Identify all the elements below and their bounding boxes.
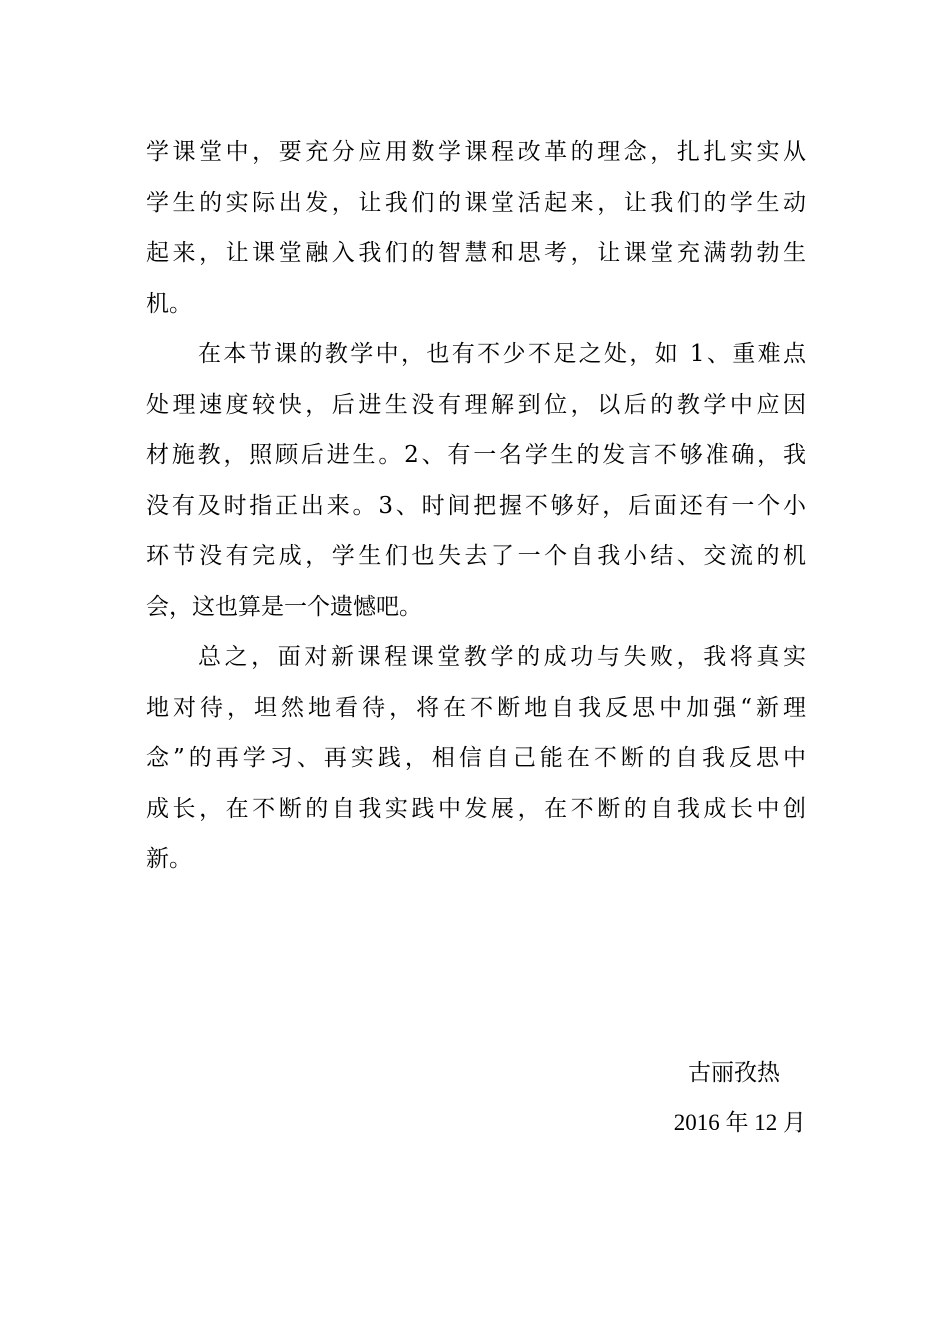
paragraph-3-line-2: 地对待，坦然地看待，将在不断地自我反思中加强“新理 [146, 694, 806, 721]
body-text [146, 127, 806, 885]
paragraph-2-line-3: 材施教，照顾后进生。2、有一名学生的发言不够准确，我 [146, 442, 806, 468]
paragraph-1-line-2: 学生的实际出发，让我们的课堂活起来，让我们的学生动 [146, 189, 806, 216]
paragraph-1-line-3: 起来，让课堂融入我们的智慧和思考，让课堂充满勃勃生 [146, 240, 806, 266]
paragraph-3-line-3: 念”的再学习、再实践，相信自己能在不断的自我反思中 [146, 745, 806, 771]
paragraph-2-line-2: 处理速度较快，后进生没有理解到位，以后的教学中应因 [146, 391, 806, 418]
paragraph-1-line-4: 机。 [146, 290, 192, 317]
paragraph-2-line-6: 会，这也算是一个遗憾吧。 [146, 593, 422, 620]
paragraph-3-line-5: 新。 [146, 846, 192, 872]
signature-block [674, 1050, 806, 1146]
paragraph-1-line-1: 学课堂中，要充分应用数学课程改革的理念，扎扎实实从 [146, 139, 806, 165]
signature-date: 2016 年 12 月 [673, 1110, 806, 1135]
paragraph-2-line-4: 没有及时指正出来。3、时间把握不够好，后面还有一个小 [146, 492, 806, 519]
paragraph-2-line-1: 在本节课的教学中，也有不少不足之处，如 1、重难点 [198, 341, 806, 367]
signature-name: 古丽孜热 [688, 1060, 780, 1085]
paragraph-3-line-1: 总之，面对新课程课堂教学的成功与失败，我将真实 [198, 644, 806, 670]
paragraph-2-line-5: 环节没有完成，学生们也失去了一个自我小结、交流的机 [146, 543, 806, 569]
paragraph-3-line-4: 成长，在不断的自我实践中发展，在不断的自我成长中创 [146, 795, 806, 822]
